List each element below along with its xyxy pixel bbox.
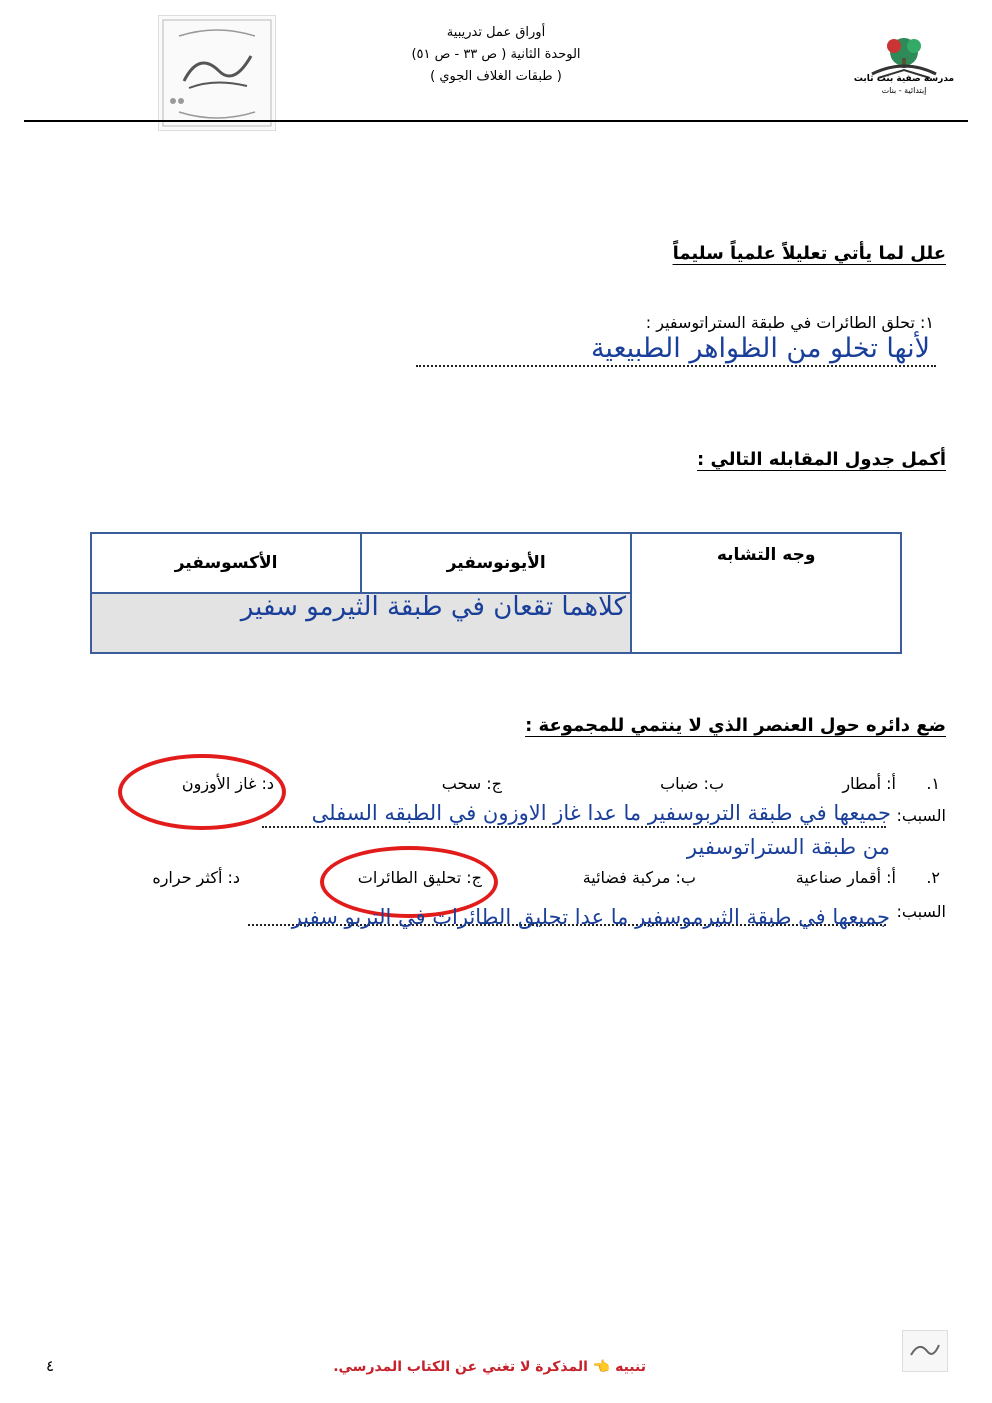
author-logo-graphic — [159, 16, 275, 130]
q1-number: ١. — [926, 774, 940, 793]
topic-line: ( طبقات الغلاف الجوي ) — [430, 69, 562, 84]
q1-reason-dotted-line — [262, 826, 886, 828]
q1-reason-label: السبب: — [896, 806, 946, 825]
header-similarity: وجه التشابه — [631, 533, 901, 653]
footer-author-logo — [902, 1330, 948, 1372]
header-divider — [24, 120, 968, 122]
header-exosphere: الأكسوسفير — [91, 533, 361, 593]
q2-option-d: د: أكثر حراره — [152, 868, 240, 887]
q2-option-b: ب: مركبة فضائية — [582, 868, 696, 887]
q2-reason-label: السبب: — [896, 902, 946, 921]
q1-option-c: ج: سحب — [441, 774, 502, 793]
q1-option-b: ب: ضباب — [660, 774, 724, 793]
section3-heading: ضع دائره حول العنصر الذي لا ينتمي للمجموعة : — [525, 715, 946, 736]
answer-dotted-line — [416, 365, 936, 367]
footer-logo-graphic — [903, 1331, 947, 1371]
school-logo — [842, 22, 966, 102]
footer-note: تنبيه 👈 المذكرة لا تغني عن الكتاب المدرسي. — [333, 1359, 646, 1375]
worksheet-title: أوراق عمل تدريبية — [446, 25, 546, 40]
q1-handwritten-reason-line1: جميعها في طبقة التربوسفير ما عدا غاز الاوزون في الطبقه السفلى — [311, 801, 891, 825]
q2-option-a: أ: أقمار صناعية — [795, 868, 896, 887]
q2-handwritten-reason: جميعها في طبقة الثيرموسفير ما عدا تحليق الطائرات في التربو سفير — [291, 905, 890, 929]
section2-heading: أكمل جدول المقابله التالي : — [697, 449, 946, 470]
author-logo — [158, 15, 276, 131]
q1-handwritten-reason-line2: من طبقة الستراتوسفير — [686, 835, 890, 859]
section1-handwritten-answer: لأنها تخلو من الظواهر الطبيعية — [590, 333, 930, 364]
unit-line: الوحدة الثانية ( ص ٣٣ - ص ٥١) — [411, 47, 581, 62]
section1-question: ١: تحلق الطائرات في طبقة الستراتوسفير : — [645, 313, 934, 332]
school-logo-name: مدرسة صفية بنت ثابت — [853, 74, 955, 84]
q1-option-d: د: غاز الأوزون — [181, 774, 274, 793]
header-ionosphere: الأيونوسفير — [361, 533, 631, 593]
q2-number: ٢. — [926, 868, 940, 887]
section2-handwritten-answer: كلاهما تقعان في طبقة الثيرمو سفير — [240, 592, 626, 622]
q1-option-a: أ: أمطار — [842, 774, 896, 793]
school-logo-subtext: إبتدائية - بنات — [881, 86, 927, 95]
section1-heading: علل لما يأتي تعليلاً علمياً سليماً — [672, 243, 946, 264]
page-number: ٤ — [46, 1357, 55, 1375]
q2-option-c: ج: تحليق الطائرات — [357, 868, 482, 887]
